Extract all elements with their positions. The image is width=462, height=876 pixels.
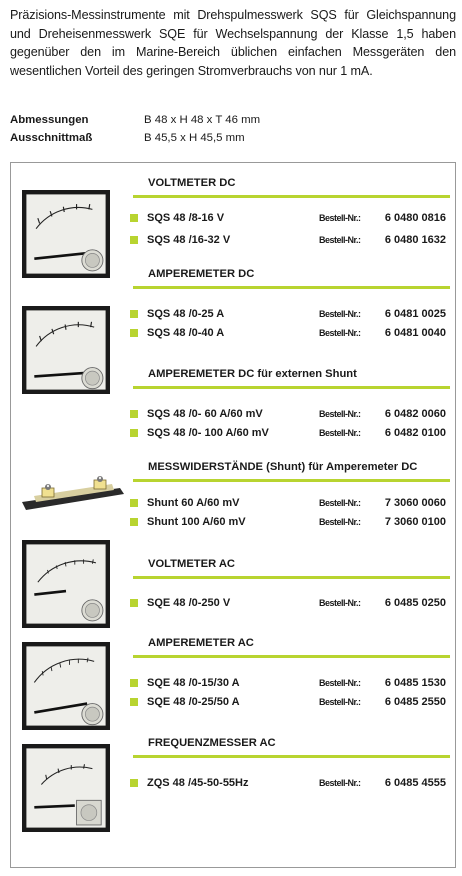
product-row [130,308,446,322]
order-number: 6 0485 0250 [384,597,446,609]
frequency-meter-image [22,744,110,832]
section-title-frequency-meter-ac: FREQUENZMESSER AC [148,737,276,749]
product-row [130,212,446,226]
product-name: SQS 48 /0- 100 A/60 mV [147,427,269,439]
section-title-amperemeter-dc-shunt: AMPEREMETER DC für externen Shunt [148,368,357,380]
product-row [130,234,446,248]
order-number: 6 0485 2550 [384,696,446,708]
product-row [130,696,446,710]
product-row [130,427,446,441]
section-divider [133,576,450,579]
product-row [130,408,446,422]
order-number: 6 0482 0060 [384,408,446,420]
order-number-label: Bestell-Nr.: [319,498,361,508]
bullet-square-icon [130,779,138,787]
order-number-label: Bestell-Nr.: [319,778,361,788]
section-divider [133,386,450,389]
product-row [130,597,446,611]
product-row [130,497,446,511]
order-number-label: Bestell-Nr.: [319,517,361,527]
spec-label: Abmessungen [10,114,89,126]
spec-label: Ausschnittmaß [10,132,93,144]
product-name: SQS 48 /0- 60 A/60 mV [147,408,263,420]
section-divider [133,195,450,198]
product-row [130,327,446,341]
voltmeter-ac-meter-image [22,540,110,628]
section-title-voltmeter-ac: VOLTMETER AC [148,558,236,570]
order-number: 6 0485 4555 [384,777,446,789]
product-row [130,777,446,791]
product-row [130,677,446,691]
order-number: 6 0481 0040 [384,327,446,339]
bullet-square-icon [130,429,138,437]
bullet-square-icon [130,499,138,507]
section-divider [133,755,450,758]
order-number-label: Bestell-Nr.: [319,213,361,223]
amperemeter-dc-meter-image [22,306,110,394]
section-divider [133,286,450,289]
order-number-label: Bestell-Nr.: [319,309,361,319]
order-number: 6 0480 0816 [384,212,446,224]
order-number: 6 0481 0025 [384,308,446,320]
product-name: Shunt 60 A/60 mV [147,497,240,509]
order-number: 7 3060 0060 [384,497,446,509]
shunt-resistor-image [20,466,126,512]
voltmeter-dc-meter-image [22,190,110,278]
order-number-label: Bestell-Nr.: [319,598,361,608]
bullet-square-icon [130,214,138,222]
bullet-square-icon [130,698,138,706]
bullet-square-icon [130,518,138,526]
order-number: 6 0485 1530 [384,677,446,689]
product-name: SQS 48 /16-32 V [147,234,231,246]
order-number: 6 0482 0100 [384,427,446,439]
order-number-label: Bestell-Nr.: [319,678,361,688]
amperemeter-ac-meter-image [22,642,110,730]
order-number-label: Bestell-Nr.: [319,428,361,438]
product-name: SQE 48 /0-250 V [147,597,231,609]
intro-paragraph: Präzisions-Messinstrumente mit Drehspulmesswerk SQS für Gleichspannung und Dreheisenmesswerk SQE für Wechselspannung der Klasse 1,5 haben gegenüber den im Marine-Bereich üblichen einfachen Messgeräten den wesentlichen Vorteil des geringen Stromverbrauchs von nur 1 mA. [10,8,456,78]
order-number-label: Bestell-Nr.: [319,235,361,245]
spec-value: B 48 x H 48 x T 46 mm [144,114,261,126]
section-title-voltmeter-dc: VOLTMETER DC [148,177,236,189]
section-title-amperemeter-dc: AMPEREMETER DC [148,268,255,280]
product-name: SQS 48 /0-25 A [147,308,225,320]
bullet-square-icon [130,599,138,607]
product-name: SQS 48 /8-16 V [147,212,225,224]
spec-value: B 45,5 x H 45,5 mm [144,132,245,144]
product-name: SQE 48 /0-15/30 A [147,677,240,689]
section-divider [133,655,450,658]
bullet-square-icon [130,329,138,337]
order-number-label: Bestell-Nr.: [319,328,361,338]
product-row [130,516,446,530]
order-number: 6 0480 1632 [384,234,446,246]
bullet-square-icon [130,410,138,418]
section-divider [133,479,450,482]
product-name: Shunt 100 A/60 mV [147,516,246,528]
bullet-square-icon [130,236,138,244]
bullet-square-icon [130,679,138,687]
product-name: ZQS 48 /45-50-55Hz [147,777,249,789]
section-title-amperemeter-ac: AMPEREMETER AC [148,637,254,649]
order-number-label: Bestell-Nr.: [319,697,361,707]
product-name: SQE 48 /0-25/50 A [147,696,240,708]
order-number-label: Bestell-Nr.: [319,409,361,419]
product-name: SQS 48 /0-40 A [147,327,225,339]
order-number: 7 3060 0100 [384,516,446,528]
bullet-square-icon [130,310,138,318]
section-title-shunt-resistors: MESSWIDERSTÄNDE (Shunt) für Amperemeter DC [148,461,418,473]
